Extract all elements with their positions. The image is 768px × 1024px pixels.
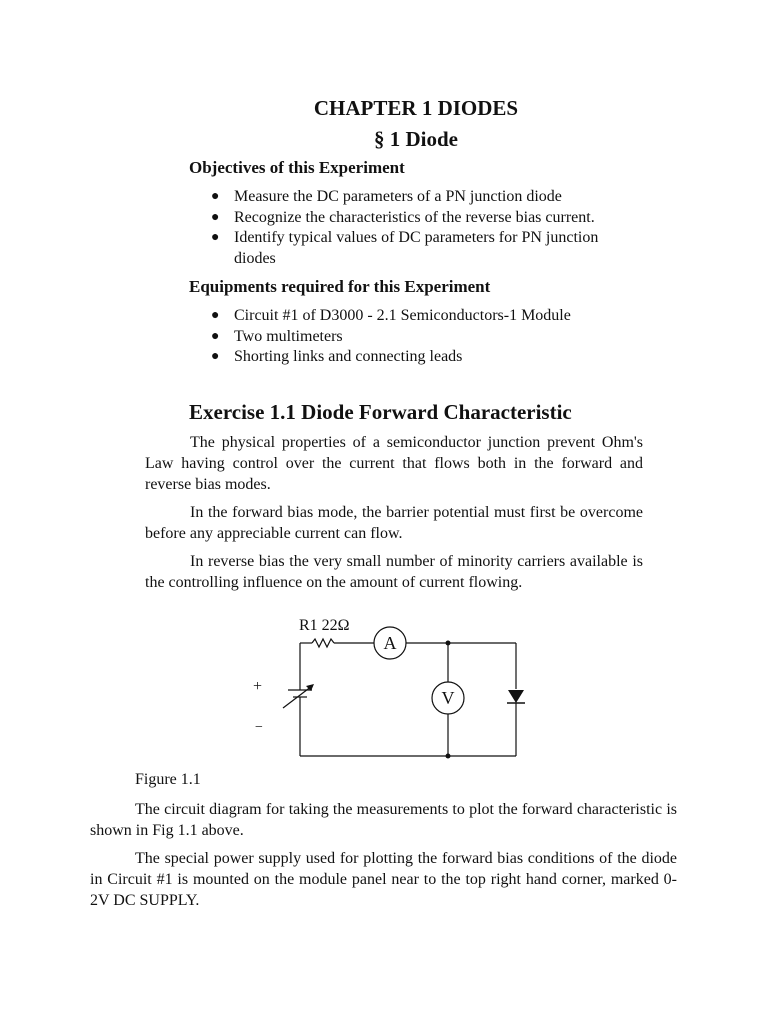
ammeter-label: A <box>383 633 397 653</box>
section-title: § 1 Diode <box>374 127 458 151</box>
objectives-heading: Objectives of this Experiment <box>189 158 405 177</box>
minus-label: − <box>255 720 263 735</box>
list-item: ● Circuit #1 of D3000 - 2.1 Semiconductors-1 Module <box>211 306 571 327</box>
list-item: ● Recognize the characteristics of the reverse bias current. <box>211 208 598 229</box>
junction-dot <box>446 641 451 646</box>
voltmeter-label: V <box>441 688 455 708</box>
objectives-list <box>211 187 598 269</box>
resistor-label: R1 22Ω <box>299 617 350 634</box>
junction-dot <box>446 754 451 759</box>
list-item: ● Identify typical values of DC parameters for PN junction <box>211 228 598 249</box>
bullet-icon: ● <box>211 308 220 323</box>
exercise-paragraph: In reverse bias the very small number of minority carriers available is the controlling influence on the amount of current flowing. <box>145 553 643 591</box>
bullet-icon: ● <box>211 209 220 225</box>
exercise-paragraph: The physical properties of a semiconductor junction prevent Ohm's Law having control over the current that flows both in the forward and reverse bias modes. <box>145 434 643 493</box>
list-item: ● Measure the DC parameters of a PN junction diode <box>211 187 598 208</box>
exercise-title: Exercise 1.1 Diode Forward Characteristic <box>189 400 572 424</box>
body-paragraph: The circuit diagram for taking the measurements to plot the forward characteristic is shown in Fig 1.1 above. <box>90 801 677 839</box>
equipment-heading: Equipments required for this Experiment <box>189 277 491 296</box>
bullet-icon: ● <box>211 189 220 204</box>
chapter-title: CHAPTER 1 DIODES <box>313 96 519 120</box>
diode-icon <box>508 690 524 703</box>
figure-caption: Figure 1.1 <box>135 771 201 788</box>
list-item-continuation: diodes <box>234 249 276 267</box>
body-paragraph: The special power supply used for plotting the forward bias conditions of the diode in Circuit #1 is mounted on the module panel near to the top right hand corner, marked 0-2V DC SUPPLY. <box>90 850 677 909</box>
list-item: ● Shorting links and connecting leads <box>211 347 571 368</box>
bullet-icon: ● <box>211 349 220 364</box>
bullet-icon: ● <box>211 328 220 344</box>
circuit-diagram <box>250 610 540 770</box>
bullet-icon: ● <box>211 230 220 245</box>
exercise-paragraph: In the forward bias mode, the barrier potential must first be overcome before any appreciable current can flow. <box>145 504 643 542</box>
equipment-list <box>211 306 571 368</box>
list-item: ● Two multimeters <box>211 327 571 348</box>
plus-label: + <box>253 678 263 695</box>
